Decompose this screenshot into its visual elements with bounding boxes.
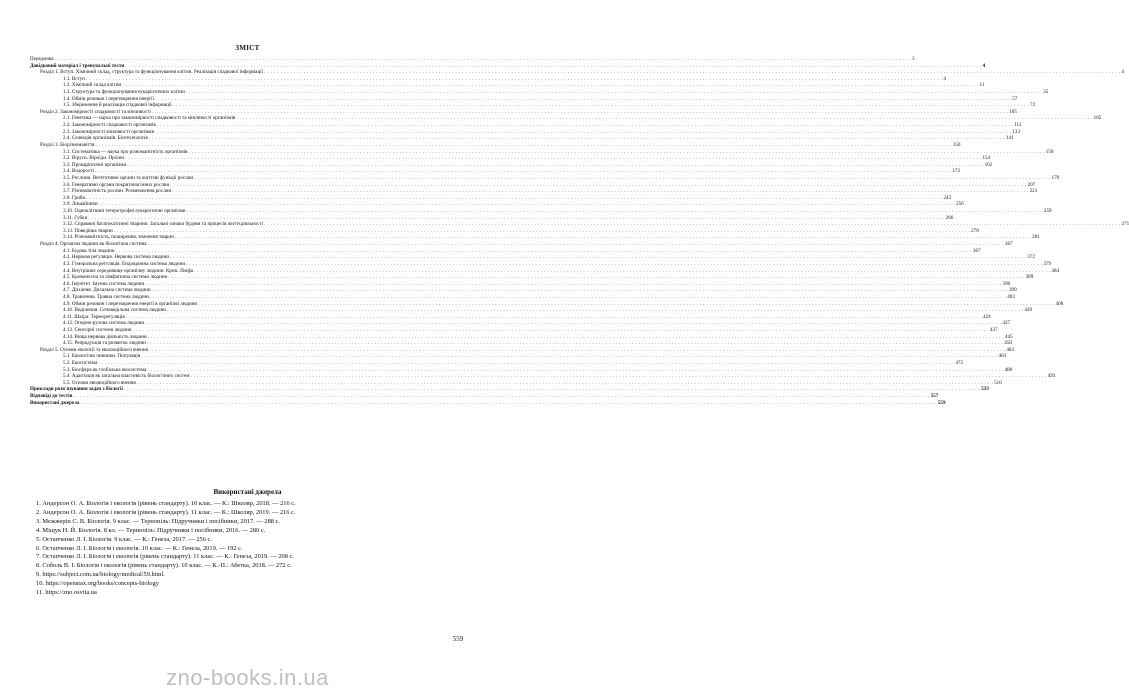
toc-leader: . . . . . . . . . . . . . . . . . . . . . . . . . . . . . . . . . . . . . . . . . . . . . . . . . . . . . . . . . . . . . . . . . . . . . . . . . . . . . . . . . . . . . . . . . . . . . . . . . . . . . . . . . . . . . . . . . . . . . . . . . . . . . . . . . . . . . . . . . . . . . . . . . . . . . . . . . . . . . . . . . . . . . . . . . . . . . . . . . . . . . . . . . . . . . . . . . . . . . . . . . . . . . . . . . . . . . . . . . . . . . . . . . . . . . . . . . . . . . . . . . . . . . . . . . . . . . . . . . . . .: [141, 354, 998, 360]
toc-label: 4.9. Обмін речовин і перетворення енергії в організмі людини: [63, 300, 198, 307]
toc-leader: . . . . . . . . . . . . . . . . . . . . . . . . . . . . . . . . . . . . . . . . . . . . . . . . . . . . . . . . . . . . . . . . . . . . . . . . . . . . . . . . . . . . . . . . . . . . . . . . . . . . . . . . . . . . . . . . . . . . . . . . . . . . . . . . . . . . . . . . . . . . . . . . . . . . . . . . . . . . . . . . . . . . . . . . . . . . . . . . . . . . . . . . . . . . . . . . . . . . . . . . . . . . . . . . . . . . . . . . . . . . . . . . . . . . . . . . . . . . . . . . . . . . . . . . . . . . . . . . . . . .: [236, 116, 1093, 122]
toc-leader: . . . . . . . . . . . . . . . . . . . . . . . . . . . . . . . . . . . . . . . . . . . . . . . . . . . . . . . . . . . . . . . . . . . . . . . . . . . . . . . . . . . . . . . . . . . . . . . . . . . . . . . . . . . . . . . . . . . . . . . . . . . . . . . . . . . . . . . . . . . . . . . . . . . . . . . . . . . . . . . . . . . . . . . . . . . . . . . . . . . . . . . . . . . . . . . . . . . . . . . . . . . . . . . . . . . . . . . . . . . . . . . . . . . . . . . . . . . . . . . . . . . . . . . . . . . . . . . . . . . .: [167, 308, 1024, 314]
toc-label: Розділ 2. Закономірності спадковості та мінливості: [40, 108, 151, 115]
toc-label: 3.8. Гриби: [63, 194, 86, 201]
toc-row: [30, 386, 989, 393]
toc-label: 3.7. Різноманітність рослин. Розмноження рослин: [63, 188, 172, 195]
toc-label: 4.13. Сенсорні системи людини: [63, 326, 132, 333]
toc-leader: . . . . . . . . . . . . . . . . . . . . . . . . . . . . . . . . . . . . . . . . . . . . . . . . . . . . . . . . . . . . . . . . . . . . . . . . . . . . . . . . . . . . . . . . . . . . . . . . . . . . . . . . . . . . . . . . . . . . . . . . . . . . . . . . . . . . . . . . . . . . . . . . . . . . . . . . . . . . . . . . . . . . . . . . . . . . . . . . . . . . . . . . . . . . . . . . . . . . . . . . . . . . . . . . . . . . . . . . . . . . . . . . . . . . . . . . . . . . . . . . . . . . . . . . . . . . . . . . . . . .: [88, 215, 945, 221]
toc-label: 4.5. Кровоносна та лімфатична системи людини: [63, 274, 168, 281]
toc-page: 4: [1121, 69, 1124, 76]
toc-leader: . . . . . . . . . . . . . . . . . . . . . . . . . . . . . . . . . . . . . . . . . . . . . . . . . . . . . . . . . . . . . . . . . . . . . . . . . . . . . . . . . . . . . . . . . . . . . . . . . . . . . . . . . . . . . . . . . . . . . . . . . . . . . . . . . . . . . . . . . . . . . . . . . . . . . . . . . . . . . . . . . . . . . . . . . . . . . . . . . . . . . . . . . . . . . . . . . . . . . . . . . . . . . . . . . . . . . . . . . . . . . . . . . . . . . . . . . . . . . . . . . . . . . . . . . . . . . . . . . . . .: [122, 83, 979, 89]
toc-row: [30, 313, 991, 321]
source-item: 10. https://openstax.org/books/concepts-biology: [36, 580, 159, 588]
toc-label: 2.2. Закономірності спадковості організмів: [63, 122, 156, 129]
toc-page: 450: [1004, 340, 1012, 347]
toc-row: [30, 399, 946, 407]
toc-leader: . . . . . . . . . . . . . . . . . . . . . . . . . . . . . . . . . . . . . . . . . . . . . . . . . . . . . . . . . . . . . . . . . . . . . . . . . . . . . . . . . . . . . . . . . . . . . . . . . . . . . . . . . . . . . . . . . . . . . . . . . . . . . . . . . . . . . . . . . . . . . . . . . . . . . . . . . . . . . . . . . . . . . . . . . . . . . . . . . . . . . . . . . . . . . . . . . . . . . . . . . . . . . . . . . . . . . . . . . . . . . . . . . . . . . . . . . . . . . . . . . . . . . . . . . . . . . . . . . . . .: [169, 255, 1027, 261]
toc-row: [30, 168, 960, 175]
toc-label: 3.13. Поведінка тварин: [63, 227, 113, 234]
toc-page: 179: [1051, 174, 1060, 181]
toc-page: 141: [1006, 135, 1014, 142]
toc-page: 133: [1012, 128, 1020, 135]
toc-page: 437: [989, 326, 998, 333]
toc-leader: . . . . . . . . . . . . . . . . . . . . . . . . . . . . . . . . . . . . . . . . . . . . . . . . . . . . . . . . . . . . . . . . . . . . . . . . . . . . . . . . . . . . . . . . . . . . . . . . . . . . . . . . . . . . . . . . . . . . . . . . . . . . . . . . . . . . . . . . . . . . . . . . . . . . . . . . . . . . . . . . . . . . . . . . . . . . . . . . . . . . . . . . . . . . . . . . . . . . . . . . . . . . . . . . . . . . . . . . . . . . . . . . . . . . . . . . . . . . . . . . . . . . . . . . . . . . . . . . . . . .: [73, 394, 930, 400]
toc-label: 2.4. Селекція організмів. Біотехнологія: [63, 135, 148, 142]
toc-leader: . . . . . . . . . . . . . . . . . . . . . . . . . . . . . . . . . . . . . . . . . . . . . . . . . . . . . . . . . . . . . . . . . . . . . . . . . . . . . . . . . . . . . . . . . . . . . . . . . . . . . . . . . . . . . . . . . . . . . . . . . . . . . . . . . . . . . . . . . . . . . . . . . . . . . . . . . . . . . . . . . . . . . . . . . . . . . . . . . . . . . . . . . . . . . . . . . . . . . . . . . . . . . . . . . . . . . . . . . . . . . . . . . . . . . . . . . . . . . . . . . . . . . . . . . . . . . . . . . . . .: [194, 175, 1051, 181]
toc-page: 105: [1093, 115, 1102, 122]
toc-label: 4.3. Гуморальна регуляція. Ендокринна система людини: [63, 260, 186, 267]
toc-row: [30, 340, 1012, 347]
toc-row: [30, 300, 1064, 308]
toc-label: 5.3. Біосфера як глобальна екосистема: [63, 366, 147, 373]
toc-leader: . . . . . . . . . . . . . . . . . . . . . . . . . . . . . . . . . . . . . . . . . . . . . . . . . . . . . . . . . . . . . . . . . . . . . . . . . . . . . . . . . . . . . . . . . . . . . . . . . . . . . . . . . . . . . . . . . . . . . . . . . . . . . . . . . . . . . . . . . . . . . . . . . . . . . . . . . . . . . . . . . . . . . . . . . . . . . . . . . . . . . . . . . . . . . . . . . . . . . . . . . . . . . . . . . . . . . . . . . . . . . . . . . . . . . . . . . . . . . . . . . . . . . . . . . . . . . . . . . . . .: [98, 202, 956, 208]
toc-leader: . . . . . . . . . . . . . . . . . . . . . . . . . . . . . . . . . . . . . . . . . . . . . . . . . . . . . . . . . . . . . . . . . . . . . . . . . . . . . . . . . . . . . . . . . . . . . . . . . . . . . . . . . . . . . . . . . . . . . . . . . . . . . . . . . . . . . . . . . . . . . . . . . . . . . . . . . . . . . . . . . . . . . . . . . . . . . . . . . . . . . . . . . . . . . . . . . . . . . . . . . . . . . . . . . . . . . . . . . . . . . . . . . . . . . . . . . . . . . . . . . . . . . . . . . . . . . . . . . . . .: [147, 334, 1005, 340]
toc-label: Розділ 4. Організм людини як біологічна система: [40, 241, 147, 248]
toc-page: 172: [952, 168, 960, 175]
toc-row: [30, 260, 1052, 268]
toc-title: ЗМІСТ: [235, 44, 260, 52]
toc-label: 2.1. Генетика — наука про закономірності спадковості та мінливості організмів: [63, 115, 236, 122]
toc-leader: . . . . . . . . . . . . . . . . . . . . . . . . . . . . . . . . . . . . . . . . . . . . . . . . . . . . . . . . . . . . . . . . . . . . . . . . . . . . . . . . . . . . . . . . . . . . . . . . . . . . . . . . . . . . . . . . . . . . . . . . . . . . . . . . . . . . . . . . . . . . . . . . . . . . . . . . . . . . . . . . . . . . . . . . . . . . . . . . . . . . . . . . . . . . . . . . . . . . . . . . . . . . . . . . . . . . . . . . . . . . . . . . . . . . . . . . . . . . . . . . . . . . . . . . . . . . . . . . . . . .: [125, 156, 982, 162]
toc-row: [30, 174, 1060, 182]
toc-leader: . . . . . . . . . . . . . . . . . . . . . . . . . . . . . . . . . . . . . . . . . . . . . . . . . . . . . . . . . . . . . . . . . . . . . . . . . . . . . . . . . . . . . . . . . . . . . . . . . . . . . . . . . . . . . . . . . . . . . . . . . . . . . . . . . . . . . . . . . . . . . . . . . . . . . . . . . . . . . . . . . . . . . . . . . . . . . . . . . . . . . . . . . . . . . . . . . . . . . . . . . . . . . . . . . . . . . . . . . . . . . . . . . . . . . . . . . . . . . . . . . . . . . . . . . . . . . . . . . . . .: [86, 76, 943, 82]
toc-leader: . . . . . . . . . . . . . . . . . . . . . . . . . . . . . . . . . . . . . . . . . . . . . . . . . . . . . . . . . . . . . . . . . . . . . . . . . . . . . . . . . . . . . . . . . . . . . . . . . . . . . . . . . . . . . . . . . . . . . . . . . . . . . . . . . . . . . . . . . . . . . . . . . . . . . . . . . . . . . . . . . . . . . . . . . . . . . . . . . . . . . . . . . . . . . . . . . . . . . . . . . . . . . . . . . . . . . . . . . . . . . . . . . . . . . . . . . . . . . . . . . . . . . . . . . . . . . . . . . . . .: [264, 70, 1121, 76]
toc-page: 150: [1045, 148, 1054, 155]
toc-leader: . . . . . . . . . . . . . . . . . . . . . . . . . . . . . . . . . . . . . . . . . . . . . . . . . . . . . . . . . . . . . . . . . . . . . . . . . . . . . . . . . . . . . . . . . . . . . . . . . . . . . . . . . . . . . . . . . . . . . . . . . . . . . . . . . . . . . . . . . . . . . . . . . . . . . . . . . . . . . . . . . . . . . . . . . . . . . . . . . . . . . . . . . . . . . . . . . . . . . . . . . . . . . . . . . . . . . . . . . . . . . . . . . . . . . . . . . . . . . . . . . . . . . . . . . . . . . . . . . . . .: [86, 195, 943, 201]
toc-label: 4.1. Будова тіла людини: [63, 247, 115, 254]
toc-row: [30, 181, 1036, 189]
toc-page: 480: [1004, 366, 1013, 373]
toc-leader: . . . . . . . . . . . . . . . . . . . . . . . . . . . . . . . . . . . . . . . . . . . . . . . . . . . . . . . . . . . . . . . . . . . . . . . . . . . . . . . . . . . . . . . . . . . . . . . . . . . . . . . . . . . . . . . . . . . . . . . . . . . . . . . . . . . . . . . . . . . . . . . . . . . . . . . . . . . . . . . . . . . . . . . . . . . . . . . . . . . . . . . . . . . . . . . . . . . . . . . . . . . . . . . . . . . . . . . . . . . . . . . . . . . . . . . . . . . . . . . . . . . . . . . . . . . . . . . . . . . .: [156, 123, 1014, 129]
toc-label: 3.14. Різноманітність, поширення, значення тварин: [63, 234, 174, 241]
toc-page: 445: [1005, 333, 1013, 340]
toc-row: [30, 161, 993, 169]
toc-label: Використані джерела: [30, 399, 80, 406]
toc-row: [30, 353, 1007, 360]
toc-leader: . . . . . . . . . . . . . . . . . . . . . . . . . . . . . . . . . . . . . . . . . . . . . . . . . . . . . . . . . . . . . . . . . . . . . . . . . . . . . . . . . . . . . . . . . . . . . . . . . . . . . . . . . . . . . . . . . . . . . . . . . . . . . . . . . . . . . . . . . . . . . . . . . . . . . . . . . . . . . . . . . . . . . . . . . . . . . . . . . . . . . . . . . . . . . . . . . . . . . . . . . . . . . . . . . . . . . . . . . . . . . . . . . . . . . . . . . . . . . . . . . . . . . . . . . . . . . . . . . . . .: [145, 281, 1002, 287]
toc-leader: . . . . . . . . . . . . . . . . . . . . . . . . . . . . . . . . . . . . . . . . . . . . . . . . . . . . . . . . . . . . . . . . . . . . . . . . . . . . . . . . . . . . . . . . . . . . . . . . . . . . . . . . . . . . . . . . . . . . . . . . . . . . . . . . . . . . . . . . . . . . . . . . . . . . . . . . . . . . . . . . . . . . . . . . . . . . . . . . . . . . . . . . . . . . . . . . . . . . . . . . . . . . . . . . . . . . . . . . . . . . . . . . . . . . . . . . . . . . . . . . . . . . . . . . . . . . . . . . . . . .: [186, 261, 1043, 267]
toc-page: 559: [937, 399, 946, 406]
toc-label: Розділ 3. Біорізноманіття: [40, 141, 95, 148]
toc-row: [30, 135, 1014, 142]
toc-leader: . . . . . . . . . . . . . . . . . . . . . . . . . . . . . . . . . . . . . . . . . . . . . . . . . . . . . . . . . . . . . . . . . . . . . . . . . . . . . . . . . . . . . . . . . . . . . . . . . . . . . . . . . . . . . . . . . . . . . . . . . . . . . . . . . . . . . . . . . . . . . . . . . . . . . . . . . . . . . . . . . . . . . . . . . . . . . . . . . . . . . . . . . . . . . . . . . . . . . . . . . . . . . . . . . . . . . . . . . . . . . . . . . . . . . . . . . . . . . . . . . . . . . . . . . . . . . . . . . . . .: [186, 209, 1043, 215]
toc-leader: . . . . . . . . . . . . . . . . . . . . . . . . . . . . . . . . . . . . . . . . . . . . . . . . . . . . . . . . . . . . . . . . . . . . . . . . . . . . . . . . . . . . . . . . . . . . . . . . . . . . . . . . . . . . . . . . . . . . . . . . . . . . . . . . . . . . . . . . . . . . . . . . . . . . . . . . . . . . . . . . . . . . . . . . . . . . . . . . . . . . . . . . . . . . . . . . . . . . . . . . . . . . . . . . . . . . . . . . . . . . . . . . . . . . . . . . . . . . . . . . . . . . . . . . . . . . . . . . . . . .: [125, 63, 982, 69]
toc-page: 367: [1004, 241, 1013, 248]
toc-label: 3.5. Рослини. Вегетативні органи та життєві функції рослин: [63, 174, 194, 181]
toc-leader: . . . . . . . . . . . . . . . . . . . . . . . . . . . . . . . . . . . . . . . . . . . . . . . . . . . . . . . . . . . . . . . . . . . . . . . . . . . . . . . . . . . . . . . . . . . . . . . . . . . . . . . . . . . . . . . . . . . . . . . . . . . . . . . . . . . . . . . . . . . . . . . . . . . . . . . . . . . . . . . . . . . . . . . . . . . . . . . . . . . . . . . . . . . . . . . . . . . . . . . . . . . . . . . . . . . . . . . . . . . . . . . . . . . . . . . . . . . . . . . . . . . . . . . . . . . . . . . . . . . .: [113, 228, 971, 234]
toc-label: 4.10. Виділення. Сечовидільна система людини: [63, 307, 167, 314]
toc-page: 4: [982, 62, 986, 69]
toc-leader: . . . . . . . . . . . . . . . . . . . . . . . . . . . . . . . . . . . . . . . . . . . . . . . . . . . . . . . . . . . . . . . . . . . . . . . . . . . . . . . . . . . . . . . . . . . . . . . . . . . . . . . . . . . . . . . . . . . . . . . . . . . . . . . . . . . . . . . . . . . . . . . . . . . . . . . . . . . . . . . . . . . . . . . . . . . . . . . . . . . . . . . . . . . . . . . . . . . . . . . . . . . . . . . . . . . . . . . . . . . . . . . . . . . . . . . . . . . . . . . . . . . . . . . . . . . . . . . . . . . .: [80, 400, 937, 406]
toc-page: 493: [1047, 373, 1056, 380]
toc-label: 3.12. Справжні багатоклітинні тварини. Загальні ознаки будови та процесів життєдіяльності: [63, 221, 264, 228]
toc-page: 11: [979, 82, 985, 89]
source-item: 11. https://zno.osvita.ua: [36, 589, 97, 597]
toc-leader: . . . . . . . . . . . . . . . . . . . . . . . . . . . . . . . . . . . . . . . . . . . . . . . . . . . . . . . . . . . . . . . . . . . . . . . . . . . . . . . . . . . . . . . . . . . . . . . . . . . . . . . . . . . . . . . . . . . . . . . . . . . . . . . . . . . . . . . . . . . . . . . . . . . . . . . . . . . . . . . . . . . . . . . . . . . . . . . . . . . . . . . . . . . . . . . . . . . . . . . . . . . . . . . . . . . . . . . . . . . . . . . . . . . . . . . . . . . . . . . . . . . . . . . . . . . . . . . . . . . .: [123, 387, 981, 393]
toc-label: Відповіді до тестів: [30, 393, 73, 400]
toc-page: 427: [1002, 320, 1011, 327]
toc-label: 5.4. Адаптація як загальна властивість біологічних систем: [63, 373, 190, 380]
toc-leader: . . . . . . . . . . . . . . . . . . . . . . . . . . . . . . . . . . . . . . . . . . . . . . . . . . . . . . . . . . . . . . . . . . . . . . . . . . . . . . . . . . . . . . . . . . . . . . . . . . . . . . . . . . . . . . . . . . . . . . . . . . . . . . . . . . . . . . . . . . . . . . . . . . . . . . . . . . . . . . . . . . . . . . . . . . . . . . . . . . . . . . . . . . . . . . . . . . . . . . . . . . . . . . . . . . . . . . . . . . . . . . . . . . . . . . . . . . . . . . . . . . . . . . . . . . . . . . . . . . . .: [264, 222, 1121, 228]
toc-row: [30, 155, 991, 162]
toc-leader: . . . . . . . . . . . . . . . . . . . . . . . . . . . . . . . . . . . . . . . . . . . . . . . . . . . . . . . . . . . . . . . . . . . . . . . . . . . . . . . . . . . . . . . . . . . . . . . . . . . . . . . . . . . . . . . . . . . . . . . . . . . . . . . . . . . . . . . . . . . . . . . . . . . . . . . . . . . . . . . . . . . . . . . . . . . . . . . . . . . . . . . . . . . . . . . . . . . . . . . . . . . . . . . . . . . . . . . . . . . . . . . . . . . . . . . . . . . . . . . . . . . . . . . . . . . . . . . . . . . .: [148, 347, 1006, 353]
toc-label: 3.6. Генеративні органи покритонасінних рослин: [63, 181, 170, 188]
toc-leader: . . . . . . . . . . . . . . . . . . . . . . . . . . . . . . . . . . . . . . . . . . . . . . . . . . . . . . . . . . . . . . . . . . . . . . . . . . . . . . . . . . . . . . . . . . . . . . . . . . . . . . . . . . . . . . . . . . . . . . . . . . . . . . . . . . . . . . . . . . . . . . . . . . . . . . . . . . . . . . . . . . . . . . . . . . . . . . . . . . . . . . . . . . . . . . . . . . . . . . . . . . . . . . . . . . . . . . . . . . . . . . . . . . . . . . . . . . . . . . . . . . . . . . . . . . . . . . . . . . . .: [154, 96, 1012, 102]
page-number: 559: [452, 636, 463, 643]
toc-leader: . . . . . . . . . . . . . . . . . . . . . . . . . . . . . . . . . . . . . . . . . . . . . . . . . . . . . . . . . . . . . . . . . . . . . . . . . . . . . . . . . . . . . . . . . . . . . . . . . . . . . . . . . . . . . . . . . . . . . . . . . . . . . . . . . . . . . . . . . . . . . . . . . . . . . . . . . . . . . . . . . . . . . . . . . . . . . . . . . . . . . . . . . . . . . . . . . . . . . . . . . . . . . . . . . . . . . . . . . . . . . . . . . . . . . . . . . . . . . . . . . . . . . . . . . . . . . . . . . . . .: [98, 361, 955, 367]
source-item: 7. Остапченко Л. І. Біологія і екологія (рівень стандарту). 11 клас. — К.: Генеза, 2019. — 208 с.: [36, 553, 294, 561]
toc-label: 3.4. Водорості: [63, 168, 94, 175]
toc-label: Довідковий матеріал і тренувальні тести: [30, 62, 125, 69]
toc-label: 2.3. Закономірності мінливості організмів: [63, 128, 154, 135]
toc-page: 510: [994, 379, 1002, 386]
toc-row: [30, 280, 1011, 288]
source-item: 3. Межжерін С. В. Біологія. 9 клас. — Тернопіль: Підручники і посібники, 2017. — 288 с.: [36, 517, 280, 525]
watermark-text: zno-books.in.ua: [166, 665, 329, 690]
toc-label: 4.2. Нервова регуляція. Нервова система людини: [63, 254, 169, 261]
toc-leader: . . . . . . . . . . . . . . . . . . . . . . . . . . . . . . . . . . . . . . . . . . . . . . . . . . . . . . . . . . . . . . . . . . . . . . . . . . . . . . . . . . . . . . . . . . . . . . . . . . . . . . . . . . . . . . . . . . . . . . . . . . . . . . . . . . . . . . . . . . . . . . . . . . . . . . . . . . . . . . . . . . . . . . . . . . . . . . . . . . . . . . . . . . . . . . . . . . . . . . . . . . . . . . . . . . . . . . . . . . . . . . . . . . . . . . . . . . . . . . . . . . . . . . . . . . . . . . . . . . . .: [151, 288, 1008, 294]
toc-page: 105: [1009, 108, 1017, 115]
toc-label: 3.9. Лишайники: [63, 201, 98, 208]
toc-page: 403: [1007, 293, 1015, 300]
toc-leader: . . . . . . . . . . . . . . . . . . . . . . . . . . . . . . . . . . . . . . . . . . . . . . . . . . . . . . . . . . . . . . . . . . . . . . . . . . . . . . . . . . . . . . . . . . . . . . . . . . . . . . . . . . . . . . . . . . . . . . . . . . . . . . . . . . . . . . . . . . . . . . . . . . . . . . . . . . . . . . . . . . . . . . . . . . . . . . . . . . . . . . . . . . . . . . . . . . . . . . . . . . . . . . . . . . . . . . . . . . . . . . . . . . . . . . . . . . . . . . . . . . . . . . . . . . . . . . . . . . . .: [168, 275, 1025, 281]
toc-leader: . . . . . . . . . . . . . . . . . . . . . . . . . . . . . . . . . . . . . . . . . . . . . . . . . . . . . . . . . . . . . . . . . . . . . . . . . . . . . . . . . . . . . . . . . . . . . . . . . . . . . . . . . . . . . . . . . . . . . . . . . . . . . . . . . . . . . . . . . . . . . . . . . . . . . . . . . . . . . . . . . . . . . . . . . . . . . . . . . . . . . . . . . . . . . . . . . . . . . . . . . . . . . . . . . . . . . . . . . . . . . . . . . . . . . . . . . . . . . . . . . . . . . . . . . . . . . . . . . . . .: [136, 380, 994, 386]
toc-leader: . . . . . . . . . . . . . . . . . . . . . . . . . . . . . . . . . . . . . . . . . . . . . . . . . . . . . . . . . . . . . . . . . . . . . . . . . . . . . . . . . . . . . . . . . . . . . . . . . . . . . . . . . . . . . . . . . . . . . . . . . . . . . . . . . . . . . . . . . . . . . . . . . . . . . . . . . . . . . . . . . . . . . . . . . . . . . . . . . . . . . . . . . . . . . . . . . . . . . . . . . . . . . . . . . . . . . . . . . . . . . . . . . . . . . . . . . . . . . . . . . . . . . . . . . . . . . . . . . . . .: [94, 169, 952, 175]
toc-label: 1.3. Структура та функціонування еукаріотичних клітин: [63, 89, 185, 96]
toc-leader: . . . . . . . . . . . . . . . . . . . . . . . . . . . . . . . . . . . . . . . . . . . . . . . . . . . . . . . . . . . . . . . . . . . . . . . . . . . . . . . . . . . . . . . . . . . . . . . . . . . . . . . . . . . . . . . . . . . . . . . . . . . . . . . . . . . . . . . . . . . . . . . . . . . . . . . . . . . . . . . . . . . . . . . . . . . . . . . . . . . . . . . . . . . . . . . . . . . . . . . . . . . . . . . . . . . . . . . . . . . . . . . . . . . . . . . . . . . . . . . . . . . . . . . . . . . . . . . . . . . .: [170, 182, 1027, 188]
toc-leader: . . . . . . . . . . . . . . . . . . . . . . . . . . . . . . . . . . . . . . . . . . . . . . . . . . . . . . . . . . . . . . . . . . . . . . . . . . . . . . . . . . . . . . . . . . . . . . . . . . . . . . . . . . . . . . . . . . . . . . . . . . . . . . . . . . . . . . . . . . . . . . . . . . . . . . . . . . . . . . . . . . . . . . . . . . . . . . . . . . . . . . . . . . . . . . . . . . . . . . . . . . . . . . . . . . . . . . . . . . . . . . . . . . . . . . . . . . . . . . . . . . . . . . . . . . . . . . . . . . . .: [115, 248, 972, 254]
toc-leader: . . . . . . . . . . . . . . . . . . . . . . . . . . . . . . . . . . . . . . . . . . . . . . . . . . . . . . . . . . . . . . . . . . . . . . . . . . . . . . . . . . . . . . . . . . . . . . . . . . . . . . . . . . . . . . . . . . . . . . . . . . . . . . . . . . . . . . . . . . . . . . . . . . . . . . . . . . . . . . . . . . . . . . . . . . . . . . . . . . . . . . . . . . . . . . . . . . . . . . . . . . . . . . . . . . . . . . . . . . . . . . . . . . . . . . . . . . . . . . . . . . . . . . . . . . . . . . . . . . . .: [147, 242, 1004, 248]
toc-row: [30, 128, 1020, 136]
toc-label: Розділ 5. Основи екології та еволюційного вчення: [40, 346, 148, 353]
toc-row: [30, 102, 1036, 109]
toc-label: 1.1. Вступ: [63, 75, 86, 82]
toc-row: [30, 241, 1013, 248]
toc-page: 243: [943, 194, 952, 201]
sources-title: Використані джерела: [213, 488, 282, 496]
toc-label: 4.6. Імунітет. Імунна система людини: [63, 280, 145, 287]
toc-row: [30, 247, 981, 255]
toc-leader: . . . . . . . . . . . . . . . . . . . . . . . . . . . . . . . . . . . . . . . . . . . . . . . . . . . . . . . . . . . . . . . . . . . . . . . . . . . . . . . . . . . . . . . . . . . . . . . . . . . . . . . . . . . . . . . . . . . . . . . . . . . . . . . . . . . . . . . . . . . . . . . . . . . . . . . . . . . . . . . . . . . . . . . . . . . . . . . . . . . . . . . . . . . . . . . . . . . . . . . . . . . . . . . . . . . . . . . . . . . . . . . . . . . . . . . . . . . . . . . . . . . . . . . . . . . . . . . . . . . .: [198, 301, 1055, 307]
toc-label: 4.14. Вища нервова діяльність людини: [63, 333, 147, 340]
toc-page: 463: [1006, 346, 1014, 353]
toc-page: 533: [981, 386, 989, 393]
toc-page: 72: [1030, 102, 1036, 109]
table-of-contents: [30, 56, 1129, 406]
toc-leader: . . . . . . . . . . . . . . . . . . . . . . . . . . . . . . . . . . . . . . . . . . . . . . . . . . . . . . . . . . . . . . . . . . . . . . . . . . . . . . . . . . . . . . . . . . . . . . . . . . . . . . . . . . . . . . . . . . . . . . . . . . . . . . . . . . . . . . . . . . . . . . . . . . . . . . . . . . . . . . . . . . . . . . . . . . . . . . . . . . . . . . . . . . . . . . . . . . . . . . . . . . . . . . . . . . . . . . . . . . . . . . . . . . . . . . . . . . . . . . . . . . . . . . . . . . . . . . . . . . . .: [188, 149, 1045, 155]
toc-page: 4: [943, 75, 946, 82]
toc-page: 112: [1014, 122, 1022, 129]
toc-page: 424: [983, 313, 991, 320]
toc-label: 3.10. Одноклітинні гетеротрофні еукаріотичні організми: [63, 208, 186, 215]
toc-row: [30, 326, 998, 334]
toc-page: 281: [1032, 234, 1040, 241]
toc-row: [30, 122, 1022, 129]
toc-label: 1.4. Обмін речовин і перетворення енергії: [63, 95, 154, 102]
toc-page: 150: [952, 141, 961, 148]
toc-page: 463: [998, 353, 1007, 360]
toc-leader: . . . . . . . . . . . . . . . . . . . . . . . . . . . . . . . . . . . . . . . . . . . . . . . . . . . . . . . . . . . . . . . . . . . . . . . . . . . . . . . . . . . . . . . . . . . . . . . . . . . . . . . . . . . . . . . . . . . . . . . . . . . . . . . . . . . . . . . . . . . . . . . . . . . . . . . . . . . . . . . . . . . . . . . . . . . . . . . . . . . . . . . . . . . . . . . . . . . . . . . . . . . . . . . . . . . . . . . . . . . . . . . . . . . . . . . . . . . . . . . . . . . . . . . . . . . . . . . . . . . .: [147, 367, 1004, 373]
toc-label: 4.4. Внутрішнє середовище організму людини. Кров. Лімфа: [63, 267, 194, 274]
toc-row: [30, 393, 939, 400]
toc-row: [30, 346, 1014, 354]
toc-page: 372: [1027, 254, 1035, 261]
toc-label: 4.8. Травлення. Травна система людини: [63, 293, 149, 300]
sources-list: [36, 500, 456, 598]
toc-leader: . . . . . . . . . . . . . . . . . . . . . . . . . . . . . . . . . . . . . . . . . . . . . . . . . . . . . . . . . . . . . . . . . . . . . . . . . . . . . . . . . . . . . . . . . . . . . . . . . . . . . . . . . . . . . . . . . . . . . . . . . . . . . . . . . . . . . . . . . . . . . . . . . . . . . . . . . . . . . . . . . . . . . . . . . . . . . . . . . . . . . . . . . . . . . . . . . . . . . . . . . . . . . . . . . . . . . . . . . . . . . . . . . . . . . . . . . . . . . . . . . . . . . . . . . . . . . . . . . . . .: [145, 321, 1002, 327]
toc-row: [30, 320, 1011, 327]
toc-page: 154: [982, 155, 991, 162]
toc-leader: . . . . . . . . . . . . . . . . . . . . . . . . . . . . . . . . . . . . . . . . . . . . . . . . . . . . . . . . . . . . . . . . . . . . . . . . . . . . . . . . . . . . . . . . . . . . . . . . . . . . . . . . . . . . . . . . . . . . . . . . . . . . . . . . . . . . . . . . . . . . . . . . . . . . . . . . . . . . . . . . . . . . . . . . . . . . . . . . . . . . . . . . . . . . . . . . . . . . . . . . . . . . . . . . . . . . . . . . . . . . . . . . . . . . . . . . . . . . . . . . . . . . . . . . . . . . . . . . . . . .: [185, 90, 1043, 96]
toc-leader: . . . . . . . . . . . . . . . . . . . . . . . . . . . . . . . . . . . . . . . . . . . . . . . . . . . . . . . . . . . . . . . . . . . . . . . . . . . . . . . . . . . . . . . . . . . . . . . . . . . . . . . . . . . . . . . . . . . . . . . . . . . . . . . . . . . . . . . . . . . . . . . . . . . . . . . . . . . . . . . . . . . . . . . . . . . . . . . . . . . . . . . . . . . . . . . . . . . . . . . . . . . . . . . . . . . . . . . . . . . . . . . . . . . . . . . . . . . . . . . . . . . . . . . . . . . . . . . . . . . .: [127, 162, 984, 168]
toc-label: Розділ 1. Вступ. Хімічний склад, структура та функціонування клітин. Реалізація спадкової інформації: [40, 69, 263, 76]
toc-page: 3: [912, 56, 915, 62]
toc-page: 259: [1043, 208, 1052, 215]
toc-page: 207: [1027, 181, 1036, 188]
source-item: 6. Остапченко Л. І. Біологія і екологія. 10 клас. — К.: Генеза, 2019. — 192 с.: [36, 544, 243, 552]
toc-row: [30, 221, 1129, 228]
toc-row: [30, 360, 964, 367]
toc-page: 35: [1043, 89, 1049, 96]
toc-label: 5.5. Основи еволюційного вчення: [63, 379, 136, 386]
toc-page: 420: [1024, 307, 1033, 314]
toc-row: [30, 227, 979, 235]
toc-label: 4.11. Шкіра. Терморегуляція: [63, 313, 125, 320]
toc-row: [30, 333, 1013, 341]
toc-row: [30, 115, 1102, 122]
toc-page: 399: [1008, 287, 1017, 294]
toc-page: 396: [1002, 280, 1011, 287]
toc-page: 408: [1055, 300, 1064, 307]
toc-row: [30, 188, 1038, 195]
toc-label: Передмова: [30, 56, 54, 62]
toc-label: 5.2. Екосистема: [63, 360, 98, 367]
source-item: 4. Міщук Н. Й. Біологія. 8 кл. — Тернопіль: Підручники і посібники, 2016. — 280 с.: [36, 526, 266, 534]
toc-leader: . . . . . . . . . . . . . . . . . . . . . . . . . . . . . . . . . . . . . . . . . . . . . . . . . . . . . . . . . . . . . . . . . . . . . . . . . . . . . . . . . . . . . . . . . . . . . . . . . . . . . . . . . . . . . . . . . . . . . . . . . . . . . . . . . . . . . . . . . . . . . . . . . . . . . . . . . . . . . . . . . . . . . . . . . . . . . . . . . . . . . . . . . . . . . . . . . . . . . . . . . . . . . . . . . . . . . . . . . . . . . . . . . . . . . . . . . . . . . . . . . . . . . . . . . . . . . . . . . . . .: [172, 103, 1030, 109]
toc-label: 1.2. Хімічний склад клітин: [63, 82, 122, 89]
toc-page: 384: [1051, 267, 1060, 274]
toc-leader: . . . . . . . . . . . . . . . . . . . . . . . . . . . . . . . . . . . . . . . . . . . . . . . . . . . . . . . . . . . . . . . . . . . . . . . . . . . . . . . . . . . . . . . . . . . . . . . . . . . . . . . . . . . . . . . . . . . . . . . . . . . . . . . . . . . . . . . . . . . . . . . . . . . . . . . . . . . . . . . . . . . . . . . . . . . . . . . . . . . . . . . . . . . . . . . . . . . . . . . . . . . . . . . . . . . . . . . . . . . . . . . . . . . . . . . . . . . . . . . . . . . . . . . . . . . . . . . . . . . .: [172, 189, 1029, 195]
toc-row: [30, 148, 1054, 156]
toc-label: 4.7. Дихання. Дихальна система людини: [63, 287, 151, 294]
toc-row: [30, 293, 1015, 301]
toc-leader: . . . . . . . . . . . . . . . . . . . . . . . . . . . . . . . . . . . . . . . . . . . . . . . . . . . . . . . . . . . . . . . . . . . . . . . . . . . . . . . . . . . . . . . . . . . . . . . . . . . . . . . . . . . . . . . . . . . . . . . . . . . . . . . . . . . . . . . . . . . . . . . . . . . . . . . . . . . . . . . . . . . . . . . . . . . . . . . . . . . . . . . . . . . . . . . . . . . . . . . . . . . . . . . . . . . . . . . . . . . . . . . . . . . . . . . . . . . . . . . . . . . . . . . . . . . . . . . . . . . .: [54, 57, 911, 62]
toc-page: 278: [971, 227, 979, 234]
toc-label: 4.15. Репродукція та розвиток людини: [63, 340, 146, 347]
toc-row: [30, 89, 1049, 96]
toc-page: 57: [1012, 95, 1018, 102]
toc-label: 3.3. Прокаріотичні організми: [63, 161, 127, 168]
toc-leader: . . . . . . . . . . . . . . . . . . . . . . . . . . . . . . . . . . . . . . . . . . . . . . . . . . . . . . . . . . . . . . . . . . . . . . . . . . . . . . . . . . . . . . . . . . . . . . . . . . . . . . . . . . . . . . . . . . . . . . . . . . . . . . . . . . . . . . . . . . . . . . . . . . . . . . . . . . . . . . . . . . . . . . . . . . . . . . . . . . . . . . . . . . . . . . . . . . . . . . . . . . . . . . . . . . . . . . . . . . . . . . . . . . . . . . . . . . . . . . . . . . . . . . . . . . . . . . . . . . . .: [151, 109, 1009, 115]
toc-label: 3.1. Систематика — наука про різноманітність організмів: [63, 148, 188, 155]
toc-leader: . . . . . . . . . . . . . . . . . . . . . . . . . . . . . . . . . . . . . . . . . . . . . . . . . . . . . . . . . . . . . . . . . . . . . . . . . . . . . . . . . . . . . . . . . . . . . . . . . . . . . . . . . . . . . . . . . . . . . . . . . . . . . . . . . . . . . . . . . . . . . . . . . . . . . . . . . . . . . . . . . . . . . . . . . . . . . . . . . . . . . . . . . . . . . . . . . . . . . . . . . . . . . . . . . . . . . . . . . . . . . . . . . . . . . . . . . . . . . . . . . . . . . . . . . . . . . . . . . . . .: [149, 294, 1007, 300]
toc-page: 557: [930, 393, 939, 400]
toc-label: 1.5. Збереження й реалізація спадкової інформації: [63, 102, 172, 109]
toc-row: [30, 307, 1033, 314]
toc-page: 472: [955, 360, 964, 367]
toc-leader: . . . . . . . . . . . . . . . . . . . . . . . . . . . . . . . . . . . . . . . . . . . . . . . . . . . . . . . . . . . . . . . . . . . . . . . . . . . . . . . . . . . . . . . . . . . . . . . . . . . . . . . . . . . . . . . . . . . . . . . . . . . . . . . . . . . . . . . . . . . . . . . . . . . . . . . . . . . . . . . . . . . . . . . . . . . . . . . . . . . . . . . . . . . . . . . . . . . . . . . . . . . . . . . . . . . . . . . . . . . . . . . . . . . . . . . . . . . . . . . . . . . . . . . . . . . . . . . . . . . .: [154, 129, 1012, 135]
toc-row: [30, 69, 1124, 76]
toc-leader: . . . . . . . . . . . . . . . . . . . . . . . . . . . . . . . . . . . . . . . . . . . . . . . . . . . . . . . . . . . . . . . . . . . . . . . . . . . . . . . . . . . . . . . . . . . . . . . . . . . . . . . . . . . . . . . . . . . . . . . . . . . . . . . . . . . . . . . . . . . . . . . . . . . . . . . . . . . . . . . . . . . . . . . . . . . . . . . . . . . . . . . . . . . . . . . . . . . . . . . . . . . . . . . . . . . . . . . . . . . . . . . . . . . . . . . . . . . . . . . . . . . . . . . . . . . . . . . . . . . .: [125, 314, 983, 320]
toc-leader: . . . . . . . . . . . . . . . . . . . . . . . . . . . . . . . . . . . . . . . . . . . . . . . . . . . . . . . . . . . . . . . . . . . . . . . . . . . . . . . . . . . . . . . . . . . . . . . . . . . . . . . . . . . . . . . . . . . . . . . . . . . . . . . . . . . . . . . . . . . . . . . . . . . . . . . . . . . . . . . . . . . . . . . . . . . . . . . . . . . . . . . . . . . . . . . . . . . . . . . . . . . . . . . . . . . . . . . . . . . . . . . . . . . . . . . . . . . . . . . . . . . . . . . . . . . . . . . . . . . .: [194, 268, 1051, 274]
toc-label: 3.11. Губки: [63, 214, 88, 221]
toc-page: 221: [1029, 188, 1038, 195]
toc-label: 4.12. Опорно-рухова система людини: [63, 320, 145, 327]
toc-row: [30, 56, 915, 63]
toc-leader: . . . . . . . . . . . . . . . . . . . . . . . . . . . . . . . . . . . . . . . . . . . . . . . . . . . . . . . . . . . . . . . . . . . . . . . . . . . . . . . . . . . . . . . . . . . . . . . . . . . . . . . . . . . . . . . . . . . . . . . . . . . . . . . . . . . . . . . . . . . . . . . . . . . . . . . . . . . . . . . . . . . . . . . . . . . . . . . . . . . . . . . . . . . . . . . . . . . . . . . . . . . . . . . . . . . . . . . . . . . . . . . . . . . . . . . . . . . . . . . . . . . . . . . . . . . . . . . . . . . .: [190, 374, 1047, 380]
toc-page: 367: [972, 247, 981, 254]
source-item: 8. Соболь В. І. Біологія і екологія (рівень стандарту). 10 клас. — К.-П.: Абетка, 2018. — 272 с.: [36, 562, 292, 570]
source-item: 5. Остапченко Л. І. Біологія. 9 клас. — К.: Генеза, 2017. — 256 с.: [36, 535, 212, 543]
toc-row: [30, 254, 1035, 261]
toc-row: [30, 373, 1056, 380]
toc-page: 162: [984, 161, 993, 168]
toc-row: [30, 287, 1017, 294]
source-item: 1. Андерсон О. А. Біологія і екологія (рівень стандарту). 10 клас. — К.: Школяр, 2018. — 216 с.: [36, 500, 296, 507]
toc-leader: . . . . . . . . . . . . . . . . . . . . . . . . . . . . . . . . . . . . . . . . . . . . . . . . . . . . . . . . . . . . . . . . . . . . . . . . . . . . . . . . . . . . . . . . . . . . . . . . . . . . . . . . . . . . . . . . . . . . . . . . . . . . . . . . . . . . . . . . . . . . . . . . . . . . . . . . . . . . . . . . . . . . . . . . . . . . . . . . . . . . . . . . . . . . . . . . . . . . . . . . . . . . . . . . . . . . . . . . . . . . . . . . . . . . . . . . . . . . . . . . . . . . . . . . . . . . . . . . . . . .: [132, 327, 989, 333]
toc-leader: . . . . . . . . . . . . . . . . . . . . . . . . . . . . . . . . . . . . . . . . . . . . . . . . . . . . . . . . . . . . . . . . . . . . . . . . . . . . . . . . . . . . . . . . . . . . . . . . . . . . . . . . . . . . . . . . . . . . . . . . . . . . . . . . . . . . . . . . . . . . . . . . . . . . . . . . . . . . . . . . . . . . . . . . . . . . . . . . . . . . . . . . . . . . . . . . . . . . . . . . . . . . . . . . . . . . . . . . . . . . . . . . . . . . . . . . . . . . . . . . . . . . . . . . . . . . . . . . . . . .: [146, 341, 1004, 347]
toc-label: 5.1. Екологічні чинники. Популяція: [63, 353, 141, 360]
toc-row: [30, 108, 1017, 116]
toc-page: 379: [1043, 260, 1052, 267]
toc-leader: . . . . . . . . . . . . . . . . . . . . . . . . . . . . . . . . . . . . . . . . . . . . . . . . . . . . . . . . . . . . . . . . . . . . . . . . . . . . . . . . . . . . . . . . . . . . . . . . . . . . . . . . . . . . . . . . . . . . . . . . . . . . . . . . . . . . . . . . . . . . . . . . . . . . . . . . . . . . . . . . . . . . . . . . . . . . . . . . . . . . . . . . . . . . . . . . . . . . . . . . . . . . . . . . . . . . . . . . . . . . . . . . . . . . . . . . . . . . . . . . . . . . . . . . . . . . . . . . . . . .: [95, 142, 952, 148]
source-item: 9. https://subject.com.ua/biology/medical/59.html.: [36, 571, 165, 579]
toc-leader: . . . . . . . . . . . . . . . . . . . . . . . . . . . . . . . . . . . . . . . . . . . . . . . . . . . . . . . . . . . . . . . . . . . . . . . . . . . . . . . . . . . . . . . . . . . . . . . . . . . . . . . . . . . . . . . . . . . . . . . . . . . . . . . . . . . . . . . . . . . . . . . . . . . . . . . . . . . . . . . . . . . . . . . . . . . . . . . . . . . . . . . . . . . . . . . . . . . . . . . . . . . . . . . . . . . . . . . . . . . . . . . . . . . . . . . . . . . . . . . . . . . . . . . . . . . . . . . . . . . .: [174, 235, 1032, 241]
toc-row: [30, 274, 1034, 281]
toc-row: [30, 208, 1052, 215]
toc-label: 3.2. Віруси. Віроїди. Пріони: [63, 155, 125, 162]
source-item: 2. Андерсон О. А. Біологія і екологія (рівень стандарту). 11 клас. — К.: Школяр, 2019. — 216 с.: [36, 508, 296, 516]
toc-page: 266: [945, 214, 954, 221]
toc-row: [30, 141, 961, 149]
toc-label: Приклади розв'язування задач з біології: [30, 386, 123, 393]
toc-page: 389: [1025, 274, 1034, 281]
toc-page: 271: [1121, 221, 1129, 228]
toc-page: 256: [956, 201, 964, 208]
toc-leader: . . . . . . . . . . . . . . . . . . . . . . . . . . . . . . . . . . . . . . . . . . . . . . . . . . . . . . . . . . . . . . . . . . . . . . . . . . . . . . . . . . . . . . . . . . . . . . . . . . . . . . . . . . . . . . . . . . . . . . . . . . . . . . . . . . . . . . . . . . . . . . . . . . . . . . . . . . . . . . . . . . . . . . . . . . . . . . . . . . . . . . . . . . . . . . . . . . . . . . . . . . . . . . . . . . . . . . . . . . . . . . . . . . . . . . . . . . . . . . . . . . . . . . . . . . . . . . . . . . . .: [148, 136, 1006, 142]
